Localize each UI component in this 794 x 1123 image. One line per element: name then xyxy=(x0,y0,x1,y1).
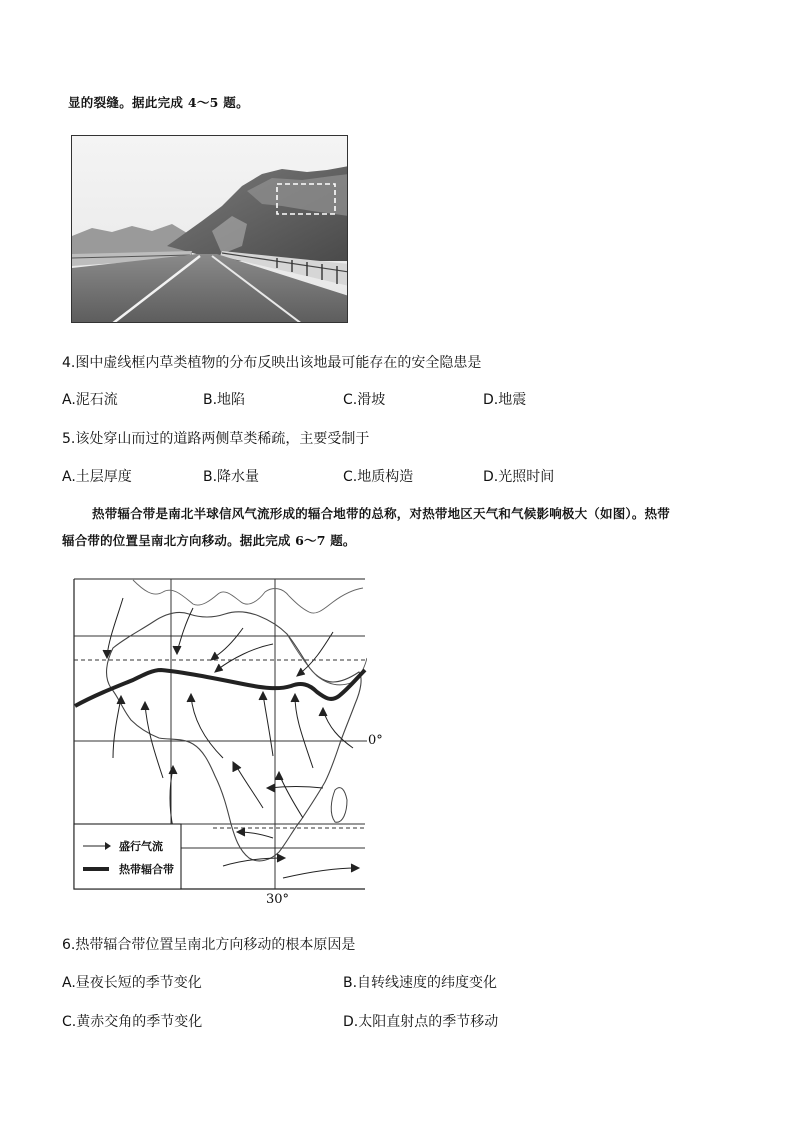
question-5-option-c: C.地质构造 xyxy=(343,469,414,485)
question-5-stem: 5.该处穿山而过的道路两侧草类稀疏，主要受制于 xyxy=(62,431,370,447)
question-4-option-b: B.地陷 xyxy=(203,392,246,408)
question-6-option-b: B.自转线速度的纬度变化 xyxy=(343,975,498,991)
question-5-option-d: D.光照时间 xyxy=(483,469,555,485)
passage-line-1: 热带辐合带是南北半球信风气流形成的辐合地带的总称，对热带地区天气和气候影响极大（如图）。热带 xyxy=(92,506,670,521)
longitude-label: 30° xyxy=(266,892,290,907)
itcz-map-figure xyxy=(73,578,367,890)
equator-label: 0° xyxy=(368,733,383,748)
question-4-option-a: A.泥石流 xyxy=(62,392,118,408)
intro-text: 显的裂缝。据此完成 4～5 题。 xyxy=(68,95,249,110)
road-photo-illustration xyxy=(72,136,348,323)
question-5-option-b: B.降水量 xyxy=(203,469,260,485)
question-4-option-d: D.地震 xyxy=(483,392,527,408)
question-6-option-a: A.昼夜长短的季节变化 xyxy=(62,975,202,991)
question-4-option-c: C.滑坡 xyxy=(343,392,386,408)
question-6-option-c: C.黄赤交角的季节变化 xyxy=(62,1014,203,1030)
question-6-option-d: D.太阳直射点的季节移动 xyxy=(343,1014,499,1030)
passage-line-2: 辐合带的位置呈南北方向移动。据此完成 6～7 题。 xyxy=(62,533,356,548)
question-5-option-a: A.土层厚度 xyxy=(62,469,132,485)
itcz-map xyxy=(73,578,367,890)
legend-itcz-label: 热带辐合带 xyxy=(119,863,174,876)
legend-flow-label: 盛行气流 xyxy=(119,840,163,853)
road-photo xyxy=(71,135,348,323)
question-6-stem: 6.热带辐合带位置呈南北方向移动的根本原因是 xyxy=(62,937,356,953)
question-4-stem: 4.图中虚线框内草类植物的分布反映出该地最可能存在的安全隐患是 xyxy=(62,355,482,371)
